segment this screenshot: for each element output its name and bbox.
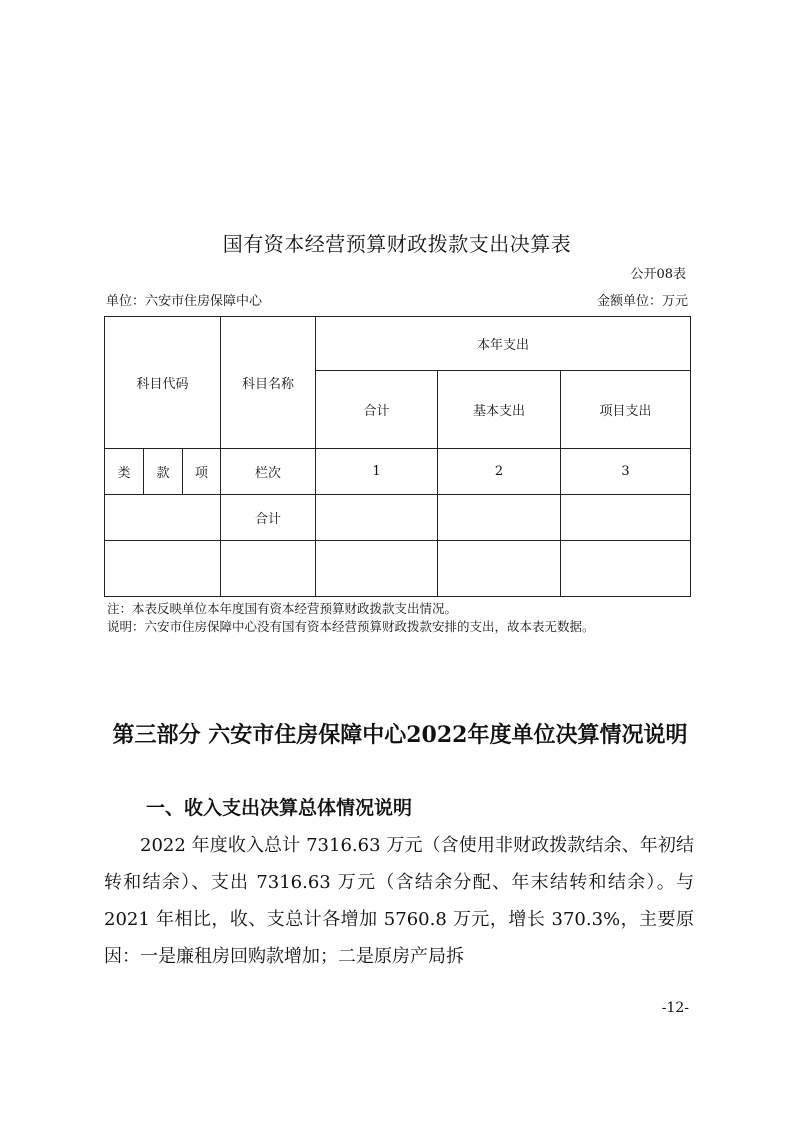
total-row-code <box>105 495 221 541</box>
column-number-1: 1 <box>316 449 438 495</box>
unit-label: 单位：六安市住房保障中心 <box>106 294 263 309</box>
table-notes <box>107 600 595 636</box>
header-subject-code: 科目代码 <box>105 317 221 449</box>
header-column-number: 栏次 <box>221 449 316 495</box>
total-row-project <box>561 495 691 541</box>
header-current-year-expenditure: 本年支出 <box>316 317 691 371</box>
note-line: 注：本表反映单位本年度国有资本经营预算财政拨款支出情况。 <box>107 601 458 616</box>
total-row-label: 合计 <box>221 495 316 541</box>
empty-row-project <box>561 541 691 597</box>
section-heading: 一、收入支出决算总体情况说明 <box>146 797 413 819</box>
header-kuan: 款 <box>144 449 183 495</box>
header-xiang: 项 <box>183 449 221 495</box>
total-row-total <box>316 495 438 541</box>
header-project-expenditure: 项目支出 <box>561 371 691 449</box>
header-subject-name: 科目名称 <box>221 317 316 449</box>
body-paragraph: 2022 年度收入总计 7316.63 万元（含使用非财政拨款结余、年初结转和结余）、支出 7316.63 万元（含结余分配、年末结转和结余）。与 2021 年相比，收、支总计各增加 5760.8 万元，增长 370.3%，主要原因：一是廉租房回购款增加；二是原房产局拆 <box>104 835 694 967</box>
column-number-2: 2 <box>438 449 561 495</box>
explanation-line: 说明：六安市住房保障中心没有国有资本经营预算财政拨款安排的支出，故本表无数据。 <box>107 619 595 634</box>
part-heading: 第三部分 六安市住房保障中心2022年度单位决算情况说明 <box>112 722 688 748</box>
empty-row-basic <box>438 541 561 597</box>
empty-row-name <box>221 541 316 597</box>
total-row-basic <box>438 495 561 541</box>
header-total: 合计 <box>316 371 438 449</box>
amount-unit-label: 金额单位：万元 <box>596 294 688 309</box>
column-number-3: 3 <box>561 449 691 495</box>
table-title: 国有资本经营预算财政拨款支出决算表 <box>222 232 572 256</box>
empty-row-total <box>316 541 438 597</box>
page-number: -12- <box>661 1000 689 1016</box>
form-number: 公开08表 <box>630 267 686 282</box>
header-lei: 类 <box>105 449 144 495</box>
budget-expenditure-table <box>104 316 691 597</box>
header-basic-expenditure: 基本支出 <box>438 371 561 449</box>
empty-row-code <box>105 541 221 597</box>
